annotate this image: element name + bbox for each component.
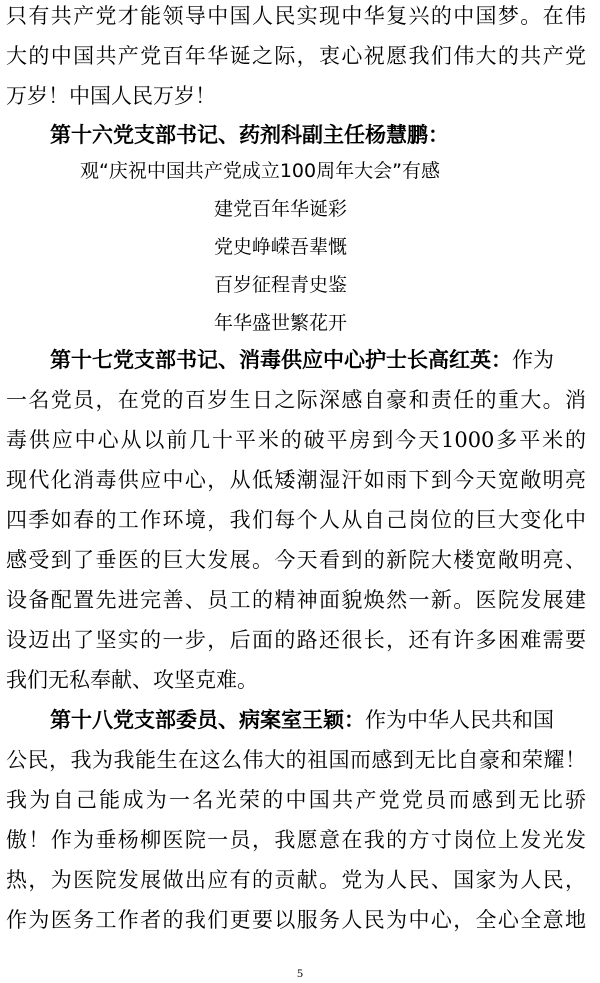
- body-text-line: 毒供应中心从以前几十平米的破平房到今天1000多平米的: [6, 428, 586, 452]
- body-text-line: 四季如春的工作环境，我们每个人从自己岗位的巨大变化中: [6, 508, 586, 532]
- body-text-line: 大的中国共产党百年华诞之际，衷心祝愿我们伟大的共产党: [6, 44, 586, 68]
- body-text-line: 作为医务工作者的我们更要以服务人民为中心，全心全意地: [6, 908, 586, 932]
- body-text-line: 只有共产党才能领导中国人民实现中华复兴的中国梦。在伟: [6, 4, 586, 28]
- body-text-line: 我们无私奉献、攻坚克难。: [6, 668, 258, 692]
- body-text-line: 感受到了垂医的巨大发展。今天看到的新院大楼宽敞明亮、: [6, 548, 586, 572]
- body-text-line: 设迈出了坚实的一步，后面的路还很长，还有许多困难需要: [6, 628, 586, 652]
- page-number: 5: [297, 966, 303, 980]
- poem-title: 观“庆祝中国共产党成立100周年大会”有感: [80, 160, 440, 182]
- body-text-line: 万岁！中国人民万岁！: [6, 84, 216, 108]
- section-17-first-line: [50, 346, 554, 374]
- poem-line: 百岁征程青史鉴: [214, 274, 348, 296]
- poem-line: 年华盛世繁花开: [214, 312, 348, 334]
- section-16-speaker: 第十六党支部书记、药剂科副主任杨慧鹏：: [50, 123, 449, 147]
- body-text-line: 现代化消毒供应中心，从低矮潮湿汗如雨下到今天宽敞明亮: [6, 468, 586, 492]
- body-text-line: 一名党员，在党的百岁生日之际深感自豪和责任的重大。消: [6, 388, 586, 412]
- poem-line: 建党百年华诞彩: [214, 198, 348, 220]
- section-18-speaker: 第十八党支部委员、病案室王颖：: [50, 708, 365, 732]
- section-17-first-tail: 作为: [512, 348, 554, 372]
- body-text-line: 热，为医院发展做出应有的贡献。党为人民、国家为人民，: [6, 868, 586, 892]
- poem-line: 党史峥嵘吾辈慨: [214, 236, 348, 258]
- section-18-first-line: [50, 706, 554, 734]
- body-text-line: 公民，我为我能生在这么伟大的祖国而感到无比自豪和荣耀！: [6, 748, 586, 772]
- section-17-speaker: 第十七党支部书记、消毒供应中心护士长高红英：: [50, 348, 512, 372]
- body-text-line: 设备配置先进完善、员工的精神面貌焕然一新。医院发展建: [6, 588, 586, 612]
- body-text-line: 我为自己能成为一名光荣的中国共产党党员而感到无比骄: [6, 788, 586, 812]
- body-text-line: 傲！作为垂杨柳医院一员，我愿意在我的方寸岗位上发光发: [6, 828, 586, 852]
- section-18-first-tail: 作为中华人民共和国: [365, 708, 554, 732]
